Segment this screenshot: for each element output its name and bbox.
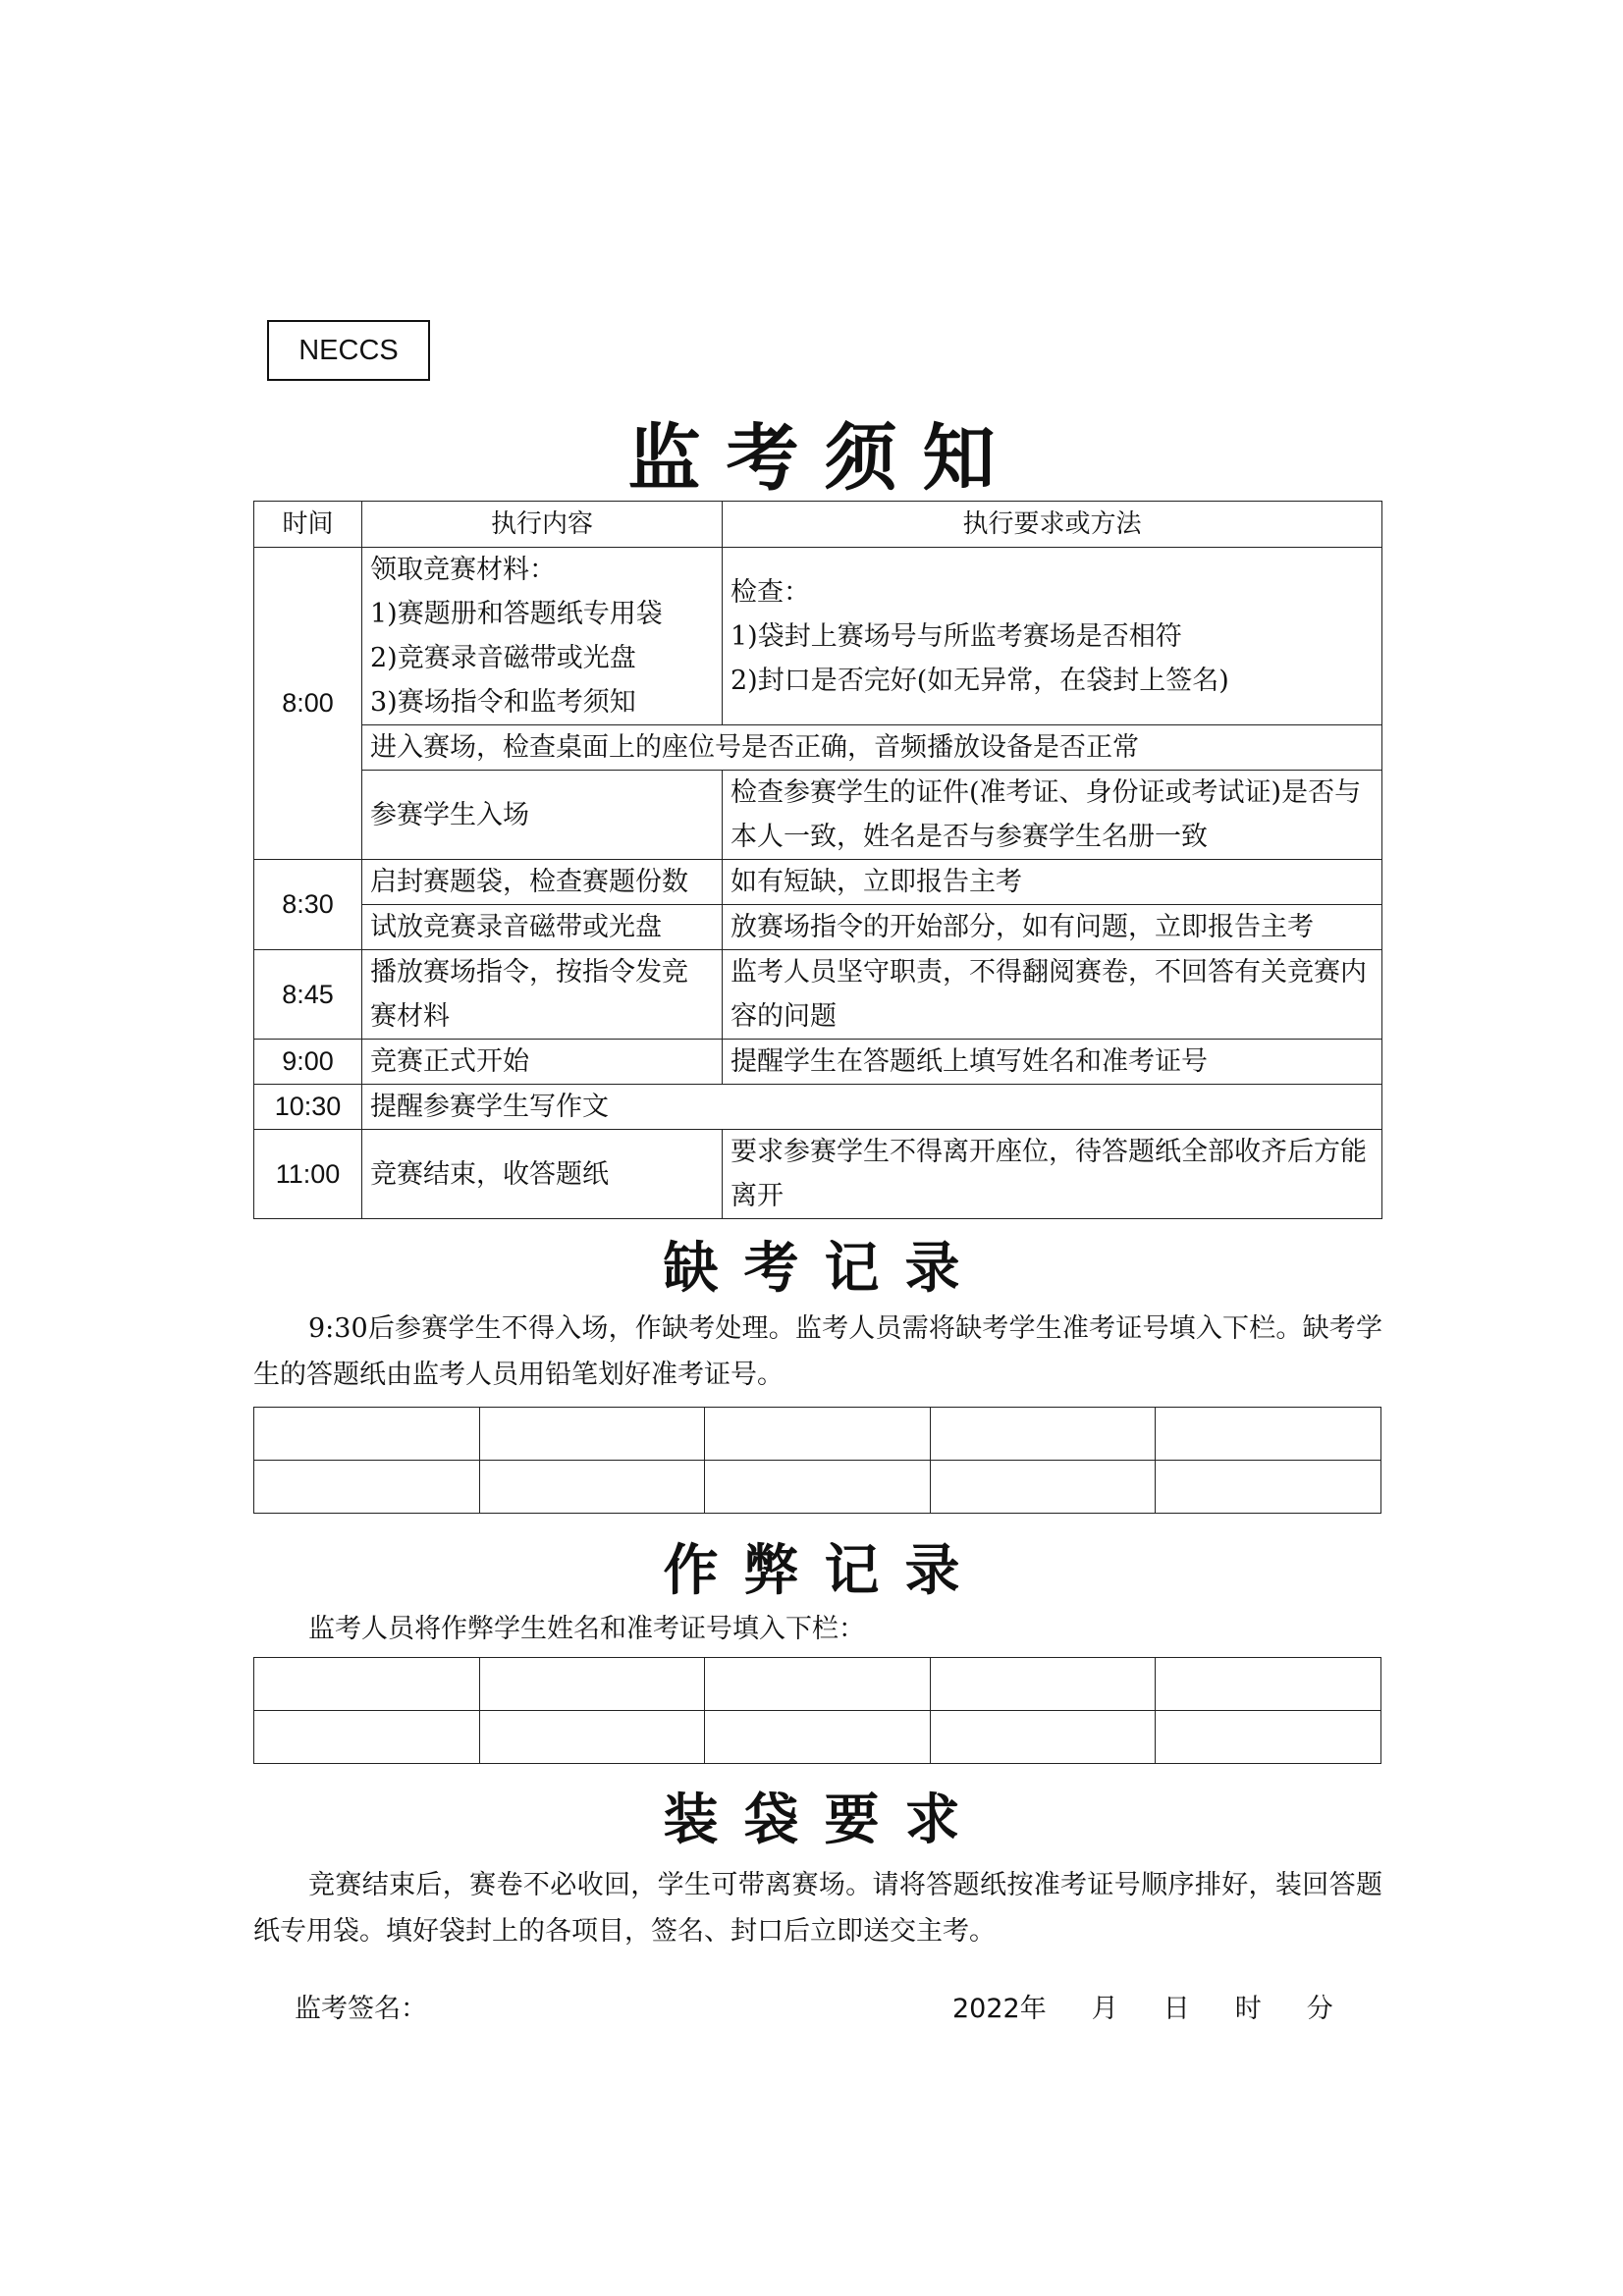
- blank-cell[interactable]: [1156, 1408, 1381, 1461]
- content-cell: 试放竞赛录音磁带或光盘: [362, 905, 723, 950]
- method-cell: 监考人员坚守职责，不得翻阅赛卷，不回答有关竞赛内容的问题: [723, 950, 1382, 1040]
- blank-cell[interactable]: [705, 1408, 931, 1461]
- blank-cell[interactable]: [930, 1461, 1156, 1514]
- header-method: 执行要求或方法: [723, 502, 1382, 548]
- schedule-header-row: [254, 502, 1382, 548]
- table-row: [254, 1658, 1381, 1711]
- neccs-badge: NECCS: [267, 320, 430, 381]
- content-cell: 进入赛场，检查桌面上的座位号是否正确，音频播放设备是否正常: [362, 725, 1382, 771]
- table-row: [254, 1711, 1381, 1764]
- blank-cell[interactable]: [254, 1461, 480, 1514]
- content-cell: 提醒参赛学生写作文: [362, 1085, 1382, 1130]
- content-cell: 播放赛场指令，按指令发竞赛材料: [362, 950, 723, 1040]
- method-cell: 放赛场指令的开始部分，如有问题，立即报告主考: [723, 905, 1382, 950]
- table-row: [254, 1461, 1381, 1514]
- blank-cell[interactable]: [254, 1658, 480, 1711]
- time-cell: 8:30: [254, 860, 362, 950]
- blank-cell[interactable]: [705, 1658, 931, 1711]
- bagging-instructions: 竞赛结束后，赛卷不必收回，学生可带离赛场。请将答题纸按准考证号顺序排好，装回答题纸专用袋。填好袋封上的各项目，签名、封口后立即送交主考。: [253, 1870, 1382, 1947]
- time-cell: 8:45: [254, 950, 362, 1040]
- blank-cell[interactable]: [1156, 1711, 1381, 1764]
- cheat-record-title: 作弊记录: [663, 1538, 986, 1603]
- schedule-table: [253, 501, 1382, 1219]
- content-cell: 竞赛结束，收答题纸: [362, 1130, 723, 1219]
- table-row: [254, 725, 1382, 771]
- blank-cell[interactable]: [1156, 1461, 1381, 1514]
- header-content: 执行内容: [362, 502, 723, 548]
- date-month: 月: [1091, 1994, 1118, 2024]
- absent-record-grid: [253, 1407, 1381, 1514]
- bagging-requirements-title: 装袋要求: [663, 1788, 986, 1852]
- blank-cell[interactable]: [479, 1711, 705, 1764]
- time-cell: 10:30: [254, 1085, 362, 1130]
- date-day: 日: [1163, 1994, 1190, 2024]
- content-cell: 领取竞赛材料： 1)赛题册和答题纸专用袋 2)竞赛录音磁带或光盘 3)赛场指令和监考须知: [362, 548, 723, 725]
- blank-cell[interactable]: [930, 1408, 1156, 1461]
- blank-cell[interactable]: [930, 1658, 1156, 1711]
- blank-cell[interactable]: [479, 1461, 705, 1514]
- time-cell: 8:00: [254, 548, 362, 860]
- cheat-record-grid: [253, 1657, 1381, 1764]
- page-title: 监考须知: [627, 416, 1021, 501]
- blank-cell[interactable]: [479, 1408, 705, 1461]
- content-cell: 启封赛题袋，检查赛题份数: [362, 860, 723, 905]
- blank-cell[interactable]: [930, 1711, 1156, 1764]
- absent-instructions: 9:30后参赛学生不得入场，作缺考处理。监考人员需将缺考学生准考证号填入下栏。缺考学生的答题纸由监考人员用铅笔划好准考证号。: [253, 1313, 1382, 1390]
- time-cell: 9:00: [254, 1040, 362, 1085]
- invigilator-signature-label: 监考签名：: [295, 1994, 427, 2024]
- blank-cell[interactable]: [705, 1461, 931, 1514]
- blank-cell[interactable]: [705, 1711, 931, 1764]
- table-row: [254, 1040, 1382, 1085]
- method-cell: 如有短缺，立即报告主考: [723, 860, 1382, 905]
- blank-cell[interactable]: [479, 1658, 705, 1711]
- blank-cell[interactable]: [254, 1408, 480, 1461]
- blank-cell[interactable]: [1156, 1658, 1381, 1711]
- date-year: 2022年: [952, 1994, 1047, 2024]
- table-row: [254, 860, 1382, 905]
- method-cell: 检查参赛学生的证件(准考证、身份证或考试证)是否与本人一致，姓名是否与参赛学生名册一致: [723, 771, 1382, 860]
- table-row: [254, 1130, 1382, 1219]
- table-row: [254, 1085, 1382, 1130]
- method-cell: 提醒学生在答题纸上填写姓名和准考证号: [723, 1040, 1382, 1085]
- method-cell: 要求参赛学生不得离开座位，待答题纸全部收齐后方能离开: [723, 1130, 1382, 1219]
- table-row: [254, 771, 1382, 860]
- time-cell: 11:00: [254, 1130, 362, 1219]
- content-cell: 竞赛正式开始: [362, 1040, 723, 1085]
- method-cell: 检查： 1)袋封上赛场号与所监考赛场是否相符 2)封口是否完好(如无异常，在袋封上签名): [723, 548, 1382, 725]
- absent-record-title: 缺考记录: [663, 1236, 986, 1301]
- blank-cell[interactable]: [254, 1711, 480, 1764]
- cheat-instructions: 监考人员将作弊学生姓名和准考证号填入下栏：: [308, 1614, 865, 1644]
- table-row: [254, 1408, 1381, 1461]
- signature-date: [952, 1987, 1379, 2025]
- date-minute: 分: [1306, 1994, 1333, 2024]
- table-row: [254, 950, 1382, 1040]
- date-hour: 时: [1234, 1994, 1262, 2024]
- table-row: [254, 905, 1382, 950]
- table-row: [254, 548, 1382, 725]
- header-time: 时间: [254, 502, 362, 548]
- content-cell: 参赛学生入场: [362, 771, 723, 860]
